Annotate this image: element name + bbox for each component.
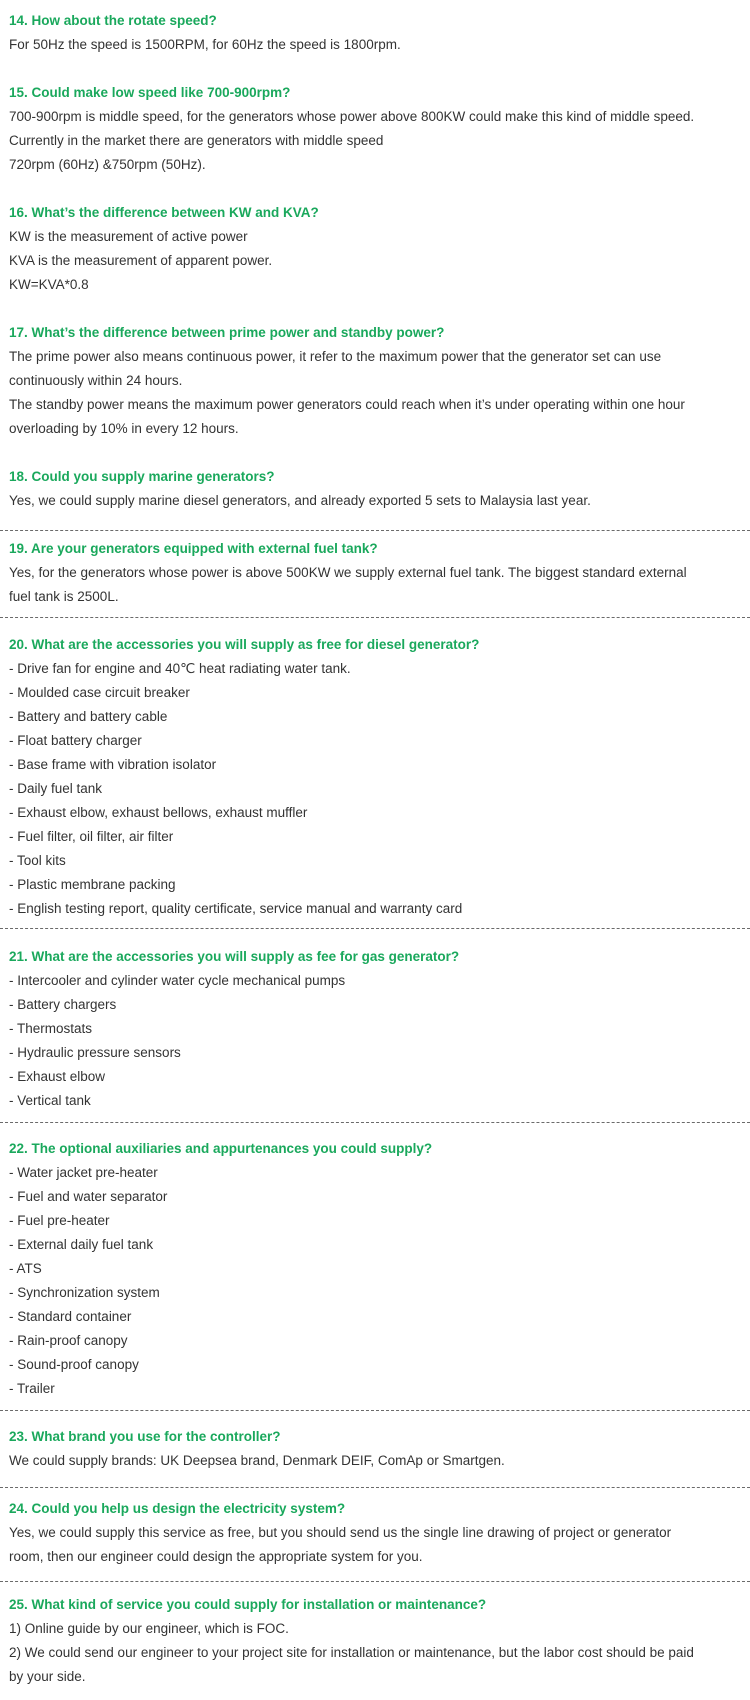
faq-answer-line: Yes, we could supply marine diesel generators, and already exported 5 sets to Malaysia last year. <box>9 493 591 508</box>
faq-answer-line: - Fuel pre-heater <box>9 1213 110 1228</box>
faq-answer-line: Currently in the market there are generators with middle speed <box>9 133 384 148</box>
faq-answer-line: - Rain-proof canopy <box>9 1333 128 1348</box>
faq-answer-line: 2) We could send our engineer to your project site for installation or maintenance, but the labor cost should be paid <box>9 1645 694 1660</box>
faq-answer-line: KVA is the measurement of apparent power. <box>9 253 273 268</box>
faq-answer-line: - Water jacket pre-heater <box>9 1165 158 1180</box>
faq-answer-line: - Fuel filter, oil filter, air filter <box>9 829 174 844</box>
faq-answer-line: - Plastic membrane packing <box>9 877 176 892</box>
faq-answer-line: 700-900rpm is middle speed, for the generators whose power above 800KW could make this kind of middle speed. <box>9 109 695 124</box>
section-divider <box>0 1581 750 1582</box>
faq-answer-line: - Vertical tank <box>9 1093 91 1108</box>
faq-answer-line: - ATS <box>9 1261 42 1276</box>
section-divider <box>0 1410 750 1411</box>
faq-answer-line: - Fuel and water separator <box>9 1189 168 1204</box>
faq-answer-line: room, then our engineer could design the appropriate system for you. <box>9 1549 423 1564</box>
faq-answer-line: - Moulded case circuit breaker <box>9 685 190 700</box>
faq-question: 22. The optional auxiliaries and appurtenances you could supply? <box>9 1141 433 1156</box>
faq-answer-line: - Intercooler and cylinder water cycle mechanical pumps <box>9 973 346 988</box>
faq-answer-line: KW=KVA*0.8 <box>9 277 89 292</box>
faq-answer-line: - Thermostats <box>9 1021 93 1036</box>
faq-answer-line: - Drive fan for engine and 40℃ heat radiating water tank. <box>9 661 351 676</box>
faq-answer-line: - Sound-proof canopy <box>9 1357 139 1372</box>
faq-answer-line: Yes, for the generators whose power is above 500KW we supply external fuel tank. The biggest standard external <box>9 565 687 580</box>
faq-question: 21. What are the accessories you will supply as fee for gas generator? <box>9 949 460 964</box>
faq-answer-line: - Synchronization system <box>9 1285 160 1300</box>
section-divider <box>0 617 750 618</box>
faq-question: 16. What’s the difference between KW and KVA? <box>9 205 319 220</box>
faq-answer-line: 1) Online guide by our engineer, which is FOC. <box>9 1621 289 1636</box>
faq-answer-line: - Standard container <box>9 1309 132 1324</box>
faq-answer-line: - Base frame with vibration isolator <box>9 757 217 772</box>
section-divider <box>0 530 750 531</box>
faq-question: 20. What are the accessories you will supply as free for diesel generator? <box>9 637 480 652</box>
section-divider <box>0 1487 750 1488</box>
faq-answer-line: - External daily fuel tank <box>9 1237 154 1252</box>
faq-answer-line: KW is the measurement of active power <box>9 229 248 244</box>
faq-question: 25. What kind of service you could supply for installation or maintenance? <box>9 1597 487 1612</box>
faq-answer-line: - Exhaust elbow <box>9 1069 106 1084</box>
faq-answer-line: For 50Hz the speed is 1500RPM, for 60Hz the speed is 1800rpm. <box>9 37 401 52</box>
faq-question: 23. What brand you use for the controller? <box>9 1429 281 1444</box>
section-divider <box>0 1122 750 1123</box>
faq-answer-line: 720rpm (60Hz) &750rpm (50Hz). <box>9 157 206 172</box>
faq-question: 15. Could make low speed like 700-900rpm? <box>9 85 291 100</box>
faq-answer-line: fuel tank is 2500L. <box>9 589 119 604</box>
faq-answer-line: The prime power also means continuous power, it refer to the maximum power that the generator set can use <box>9 349 662 364</box>
faq-answer-line: - Tool kits <box>9 853 66 868</box>
faq-question: 18. Could you supply marine generators? <box>9 469 275 484</box>
faq-answer-line: - Trailer <box>9 1381 55 1396</box>
faq-answer-line: - Daily fuel tank <box>9 781 103 796</box>
faq-answer-line: continuously within 24 hours. <box>9 373 183 388</box>
faq-question: 19. Are your generators equipped with external fuel tank? <box>9 541 378 556</box>
faq-question: 14. How about the rotate speed? <box>9 13 217 28</box>
section-divider <box>0 928 750 929</box>
faq-answer-line: - Hydraulic pressure sensors <box>9 1045 181 1060</box>
faq-answer-line: overloading by 10% in every 12 hours. <box>9 421 239 436</box>
faq-answer-line: - Exhaust elbow, exhaust bellows, exhaust muffler <box>9 805 308 820</box>
faq-question: 17. What’s the difference between prime power and standby power? <box>9 325 445 340</box>
faq-question: 24. Could you help us design the electricity system? <box>9 1501 346 1516</box>
faq-answer-line: Yes, we could supply this service as free, but you should send us the single line drawing of project or generator <box>9 1525 672 1540</box>
faq-answer-line: by your side. <box>9 1669 86 1684</box>
faq-answer-line: The standby power means the maximum power generators could reach when it’s under operating within one hour <box>9 397 685 412</box>
faq-answer-line: - Float battery charger <box>9 733 142 748</box>
faq-answer-line: We could supply brands: UK Deepsea brand, Denmark DEIF, ComAp or Smartgen. <box>9 1453 505 1468</box>
faq-answer-line: - Battery chargers <box>9 997 117 1012</box>
faq-answer-line: - English testing report, quality certificate, service manual and warranty card <box>9 901 463 916</box>
faq-answer-line: - Battery and battery cable <box>9 709 168 724</box>
